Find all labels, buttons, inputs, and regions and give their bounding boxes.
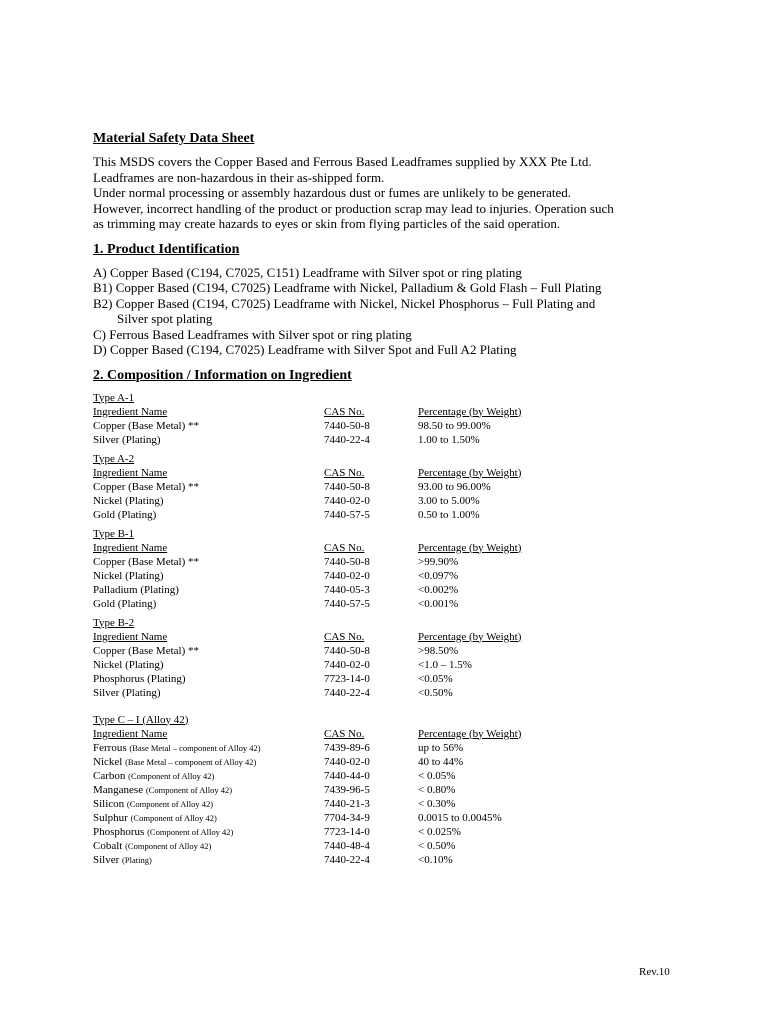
column-header: CAS No. xyxy=(324,727,365,740)
column-header: Ingredient Name xyxy=(93,405,168,418)
group-spacer xyxy=(93,705,693,713)
cas-number: 7723-14-0 xyxy=(324,672,370,685)
ingredient-note: (Component of Alloy 42) xyxy=(130,812,217,823)
percentage: <0.50% xyxy=(418,686,453,699)
ingredient-group xyxy=(93,391,693,447)
ingredient-group xyxy=(93,616,693,700)
document-page xyxy=(93,130,693,872)
ingredient-cell xyxy=(93,597,324,611)
percentage: < 0.025% xyxy=(418,825,461,838)
column-header-cell xyxy=(93,405,324,419)
product-item: D) Copper Based (C194, C7025) Leadframe with Silver Spot and Full A2 Plating xyxy=(93,342,517,357)
column-header-cell xyxy=(93,541,324,555)
ingredient-name: Silver xyxy=(93,853,120,866)
ingredient-cell xyxy=(93,419,324,433)
cas-number: 7440-57-5 xyxy=(324,597,370,610)
cas-number: 7440-50-8 xyxy=(324,555,370,568)
ingredient-cell xyxy=(93,480,324,494)
cas-number: 7440-22-4 xyxy=(324,686,370,699)
product-item: B2) Copper Based (C194, C7025) Leadframe with Nickel, Nickel Phosphorus – Full Plating and xyxy=(93,295,596,311)
percentage: < 0.30% xyxy=(418,797,456,810)
ingredient-cell xyxy=(93,825,324,839)
cas-number: 7440-57-5 xyxy=(324,508,370,521)
table-header-row xyxy=(93,466,693,480)
percentage: <0.097% xyxy=(418,569,459,582)
ingredient-cell xyxy=(93,755,324,769)
ingredient-name: Silver (Plating) xyxy=(93,433,161,446)
type-title: Type B-2 xyxy=(93,616,135,629)
percentage: >98.50% xyxy=(418,644,459,657)
percentage: 0.50 to 1.00% xyxy=(418,508,480,521)
percentage: 3.00 to 5.00% xyxy=(418,494,480,507)
ingredient-cell xyxy=(93,741,324,755)
table-row xyxy=(93,672,693,686)
table-row xyxy=(93,797,693,811)
product-list xyxy=(93,265,693,358)
intro-line: This MSDS covers the Copper Based and Ferrous Based Leadframes supplied by XXX Pte Ltd. xyxy=(93,154,592,169)
column-header-cell xyxy=(418,727,618,741)
column-header-cell xyxy=(418,541,618,555)
revision-label: Rev.10 xyxy=(639,966,670,978)
cas-number: 7723-14-0 xyxy=(324,825,370,838)
column-header: Percentage (by Weight) xyxy=(418,466,522,479)
ingredient-note: (Component of Alloy 42) xyxy=(145,784,233,795)
percentage: 0.0015 to 0.0045% xyxy=(418,811,502,824)
percentage: 1.00 to 1.50% xyxy=(418,433,480,446)
percentage: < 0.05% xyxy=(418,769,456,782)
product-item-continuation: Silver spot plating xyxy=(117,311,213,326)
ingredient-name: Ferrous xyxy=(93,741,127,754)
table-header-row xyxy=(93,405,693,419)
column-header-cell xyxy=(324,630,418,644)
ingredient-name: Nickel xyxy=(93,755,123,768)
column-header-cell xyxy=(418,466,618,480)
table-row xyxy=(93,783,693,797)
cas-number: 7440-50-8 xyxy=(324,644,370,657)
ingredient-cell xyxy=(93,839,324,853)
column-header: CAS No. xyxy=(324,541,365,554)
table-header-row xyxy=(93,541,693,555)
cas-number: 7440-05-3 xyxy=(324,583,370,596)
type-title: Type A-1 xyxy=(93,391,135,404)
ingredient-name: Nickel (Plating) xyxy=(93,569,164,582)
ingredient-cell xyxy=(93,644,324,658)
product-item: C) Ferrous Based Leadframes with Silver spot or ring plating xyxy=(93,326,412,342)
cas-number: 7440-50-8 xyxy=(324,419,370,432)
table-row xyxy=(93,658,693,672)
column-header-cell xyxy=(93,727,324,741)
ingredient-name: Palladium (Plating) xyxy=(93,583,179,596)
ingredient-name: Copper (Base Metal) ** xyxy=(93,644,199,657)
percentage: <0.10% xyxy=(418,853,453,866)
cas-number: 7440-22-4 xyxy=(324,853,370,866)
type-title: Type B-1 xyxy=(93,527,135,540)
ingredient-cell xyxy=(93,433,324,447)
type-title: Type A-2 xyxy=(93,452,135,465)
cas-number: 7440-48-4 xyxy=(324,839,370,852)
ingredient-name: Copper (Base Metal) ** xyxy=(93,419,199,432)
column-header: CAS No. xyxy=(324,405,365,418)
table-row xyxy=(93,825,693,839)
table-row xyxy=(93,583,693,597)
ingredient-cell xyxy=(93,658,324,672)
ingredient-cell xyxy=(93,783,324,797)
table-row xyxy=(93,644,693,658)
column-header: Percentage (by Weight) xyxy=(418,405,522,418)
column-header-cell xyxy=(93,466,324,480)
table-row xyxy=(93,686,693,700)
ingredient-group xyxy=(93,527,693,611)
cas-number: 7439-89-6 xyxy=(324,741,370,754)
percentage: 98.50 to 99.00% xyxy=(418,419,491,432)
ingredient-note: (Component of Alloy 42) xyxy=(125,840,212,851)
ingredient-cell xyxy=(93,686,324,700)
ingredient-group xyxy=(93,713,693,867)
ingredient-group xyxy=(93,452,693,522)
percentage: < 0.50% xyxy=(418,839,456,852)
type-title: Type C – I (Alloy 42) xyxy=(93,713,189,726)
cas-number: 7440-50-8 xyxy=(324,480,370,493)
table-row xyxy=(93,839,693,853)
cas-number: 7440-22-4 xyxy=(324,433,370,446)
column-header-cell xyxy=(418,630,618,644)
percentage: <0.05% xyxy=(418,672,453,685)
ingredient-cell xyxy=(93,508,324,522)
column-header: Ingredient Name xyxy=(93,727,168,740)
cas-number: 7439-96-5 xyxy=(324,783,370,796)
ingredient-cell xyxy=(93,569,324,583)
intro-line: Leadframes are non-hazardous in their as-shipped form. xyxy=(93,169,385,185)
ingredient-cell xyxy=(93,797,324,811)
intro-line: However, incorrect handling of the product or production scrap may lead to injuries. Operation such xyxy=(93,200,614,216)
table-row xyxy=(93,769,693,783)
composition-heading: 2. Composition / Information on Ingredient xyxy=(93,367,352,383)
product-identification-heading: 1. Product Identification xyxy=(93,241,240,257)
composition-tables xyxy=(93,391,693,867)
ingredient-name: Silver (Plating) xyxy=(93,686,161,699)
ingredient-cell xyxy=(93,811,324,825)
percentage: <0.002% xyxy=(418,583,459,596)
ingredient-note: (Component of Alloy 42) xyxy=(147,826,234,837)
ingredient-name: Silicon xyxy=(93,797,125,810)
column-header: CAS No. xyxy=(324,630,365,643)
column-header-cell xyxy=(418,405,618,419)
ingredient-name: Carbon xyxy=(93,769,126,782)
table-row xyxy=(93,755,693,769)
table-header-row xyxy=(93,727,693,741)
ingredient-note: (Plating) xyxy=(122,854,152,865)
table-row xyxy=(93,811,693,825)
cas-number: 7440-02-0 xyxy=(324,569,370,582)
cas-number: 7440-02-0 xyxy=(324,494,370,507)
ingredient-note: (Component of Alloy 42) xyxy=(126,798,214,809)
column-header: Percentage (by Weight) xyxy=(418,541,522,554)
cas-number: 7440-02-0 xyxy=(324,755,370,768)
ingredient-name: Gold (Plating) xyxy=(93,597,157,610)
ingredient-cell xyxy=(93,583,324,597)
ingredient-note: (Base Metal – component of Alloy 42) xyxy=(125,756,257,767)
ingredient-name: Manganese xyxy=(93,783,144,796)
column-header-cell xyxy=(93,630,324,644)
percentage: <1.0 – 1.5% xyxy=(418,658,472,671)
column-header-cell xyxy=(324,541,418,555)
column-header-cell xyxy=(324,405,418,419)
table-row xyxy=(93,433,693,447)
ingredient-cell xyxy=(93,853,324,867)
ingredient-name: Phosphorus xyxy=(93,825,145,838)
ingredient-name: Sulphur xyxy=(93,811,128,824)
ingredient-name: Cobalt xyxy=(93,839,123,852)
ingredient-name: Gold (Plating) xyxy=(93,508,157,521)
table-row xyxy=(93,853,693,867)
table-row xyxy=(93,494,693,508)
column-header: Ingredient Name xyxy=(93,466,168,479)
table-row xyxy=(93,569,693,583)
percentage: 93.00 to 96.00% xyxy=(418,480,491,493)
cas-number: 7440-21-3 xyxy=(324,797,370,810)
product-item: A) Copper Based (C194, C7025, C151) Leadframe with Silver spot or ring plating xyxy=(93,264,522,280)
document-title: Material Safety Data Sheet xyxy=(93,131,255,146)
table-row xyxy=(93,597,693,611)
table-row xyxy=(93,480,693,494)
column-header: CAS No. xyxy=(324,466,365,479)
ingredient-name: Phosphorus (Plating) xyxy=(93,672,186,685)
percentage: < 0.80% xyxy=(418,783,456,796)
column-header-cell xyxy=(324,466,418,480)
cas-number: 7704-34-9 xyxy=(324,811,370,824)
percentage: >99.90% xyxy=(418,555,459,568)
ingredient-name: Copper (Base Metal) ** xyxy=(93,480,199,493)
column-header-cell xyxy=(324,727,418,741)
ingredient-note: (Base Metal – component of Alloy 42) xyxy=(129,742,261,753)
percentage: 40 to 44% xyxy=(418,755,464,768)
table-row xyxy=(93,419,693,433)
column-header: Percentage (by Weight) xyxy=(418,727,522,740)
table-row xyxy=(93,741,693,755)
table-row xyxy=(93,555,693,569)
ingredient-cell xyxy=(93,555,324,569)
intro-paragraph xyxy=(93,154,693,232)
column-header: Percentage (by Weight) xyxy=(418,630,522,643)
column-header: Ingredient Name xyxy=(93,630,168,643)
ingredient-name: Copper (Base Metal) ** xyxy=(93,555,199,568)
ingredient-note: (Component of Alloy 42) xyxy=(128,770,215,781)
column-header: Ingredient Name xyxy=(93,541,168,554)
percentage: <0.001% xyxy=(418,597,459,610)
cas-number: 7440-44-0 xyxy=(324,769,370,782)
table-header-row xyxy=(93,630,693,644)
intro-line: as trimming may create hazards to eyes or skin from flying particles of the said operation. xyxy=(93,216,561,231)
cas-number: 7440-02-0 xyxy=(324,658,370,671)
ingredient-cell xyxy=(93,672,324,686)
table-row xyxy=(93,508,693,522)
ingredient-cell xyxy=(93,769,324,783)
ingredient-cell xyxy=(93,494,324,508)
ingredient-name: Nickel (Plating) xyxy=(93,658,164,671)
ingredient-name: Nickel (Plating) xyxy=(93,494,164,507)
product-item: B1) Copper Based (C194, C7025) Leadframe with Nickel, Palladium & Gold Flash – Full Plating xyxy=(93,280,602,295)
percentage: up to 56% xyxy=(418,741,464,754)
intro-line: Under normal processing or assembly hazardous dust or fumes are unlikely to be generated. xyxy=(93,185,571,200)
